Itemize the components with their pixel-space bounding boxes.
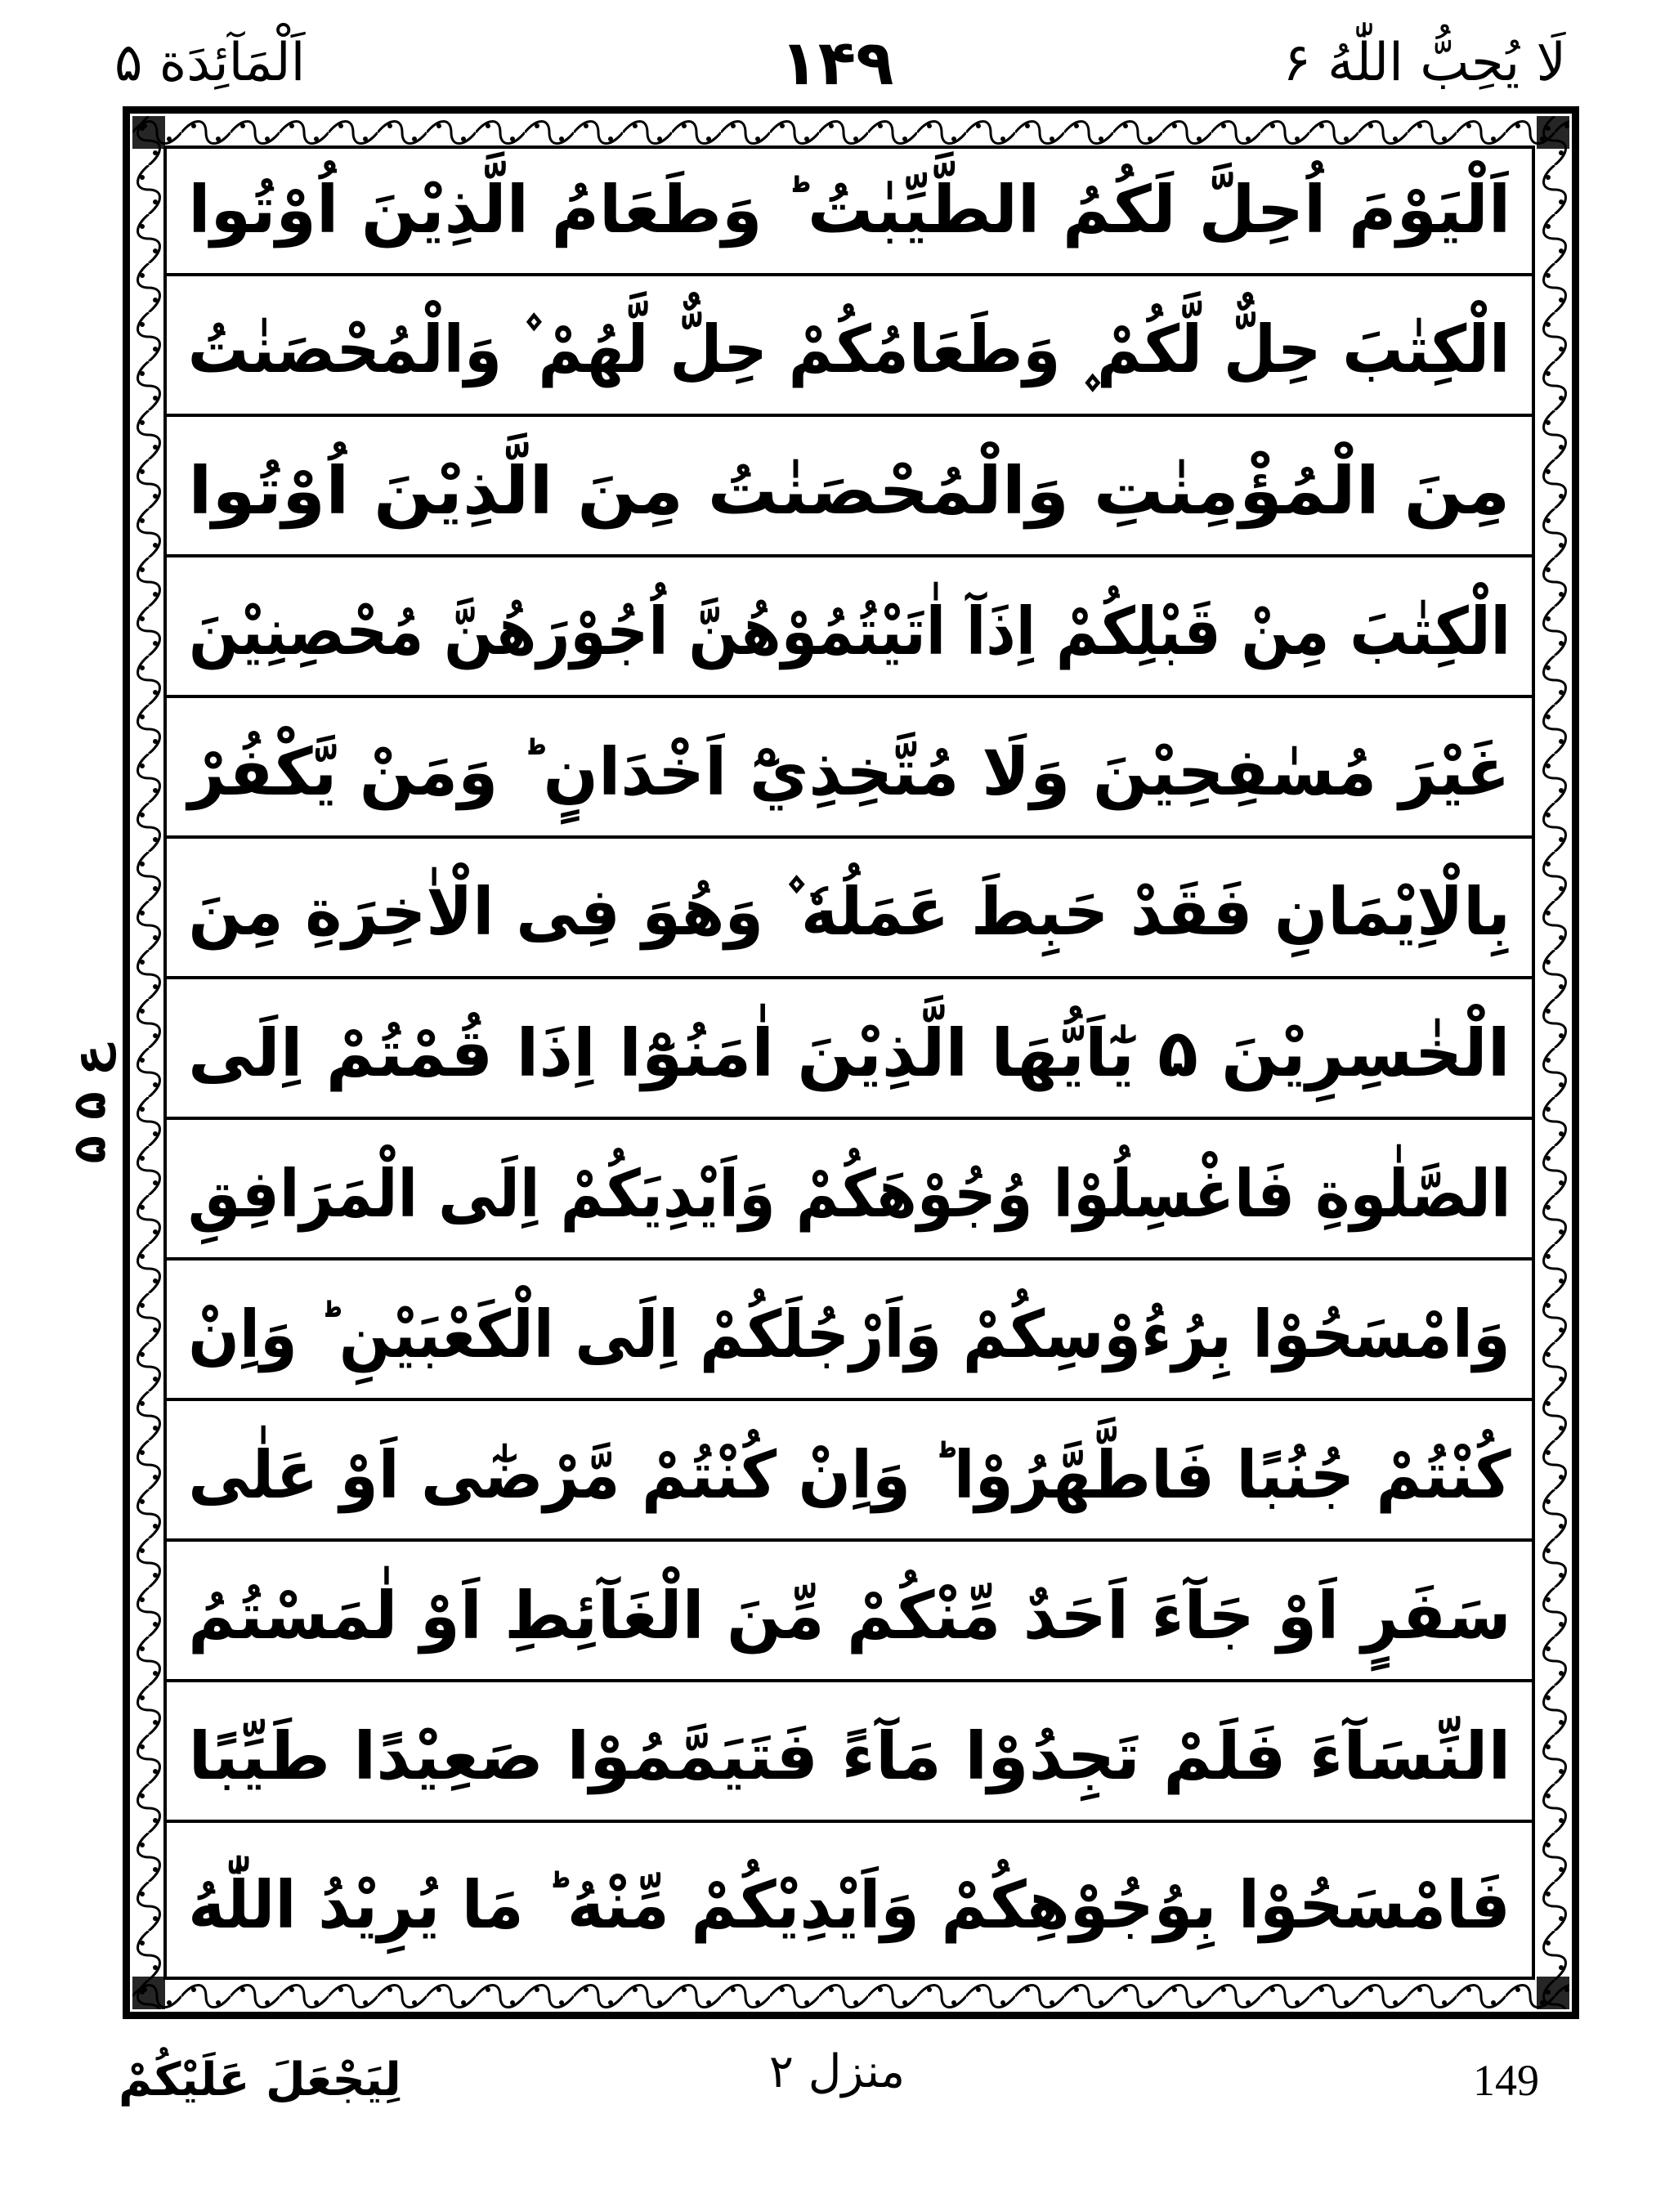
verse-line — [163, 146, 1535, 276]
page-number-arabic: ۱۴۹ — [780, 26, 894, 99]
verse-line — [163, 708, 1535, 839]
verse-line — [163, 989, 1535, 1120]
ruku-marker-text: ع ۵ ۵ — [63, 1044, 117, 1163]
verse-line — [163, 286, 1535, 417]
verse-line-text: سَفَرٍ اَوْ جَآءَ اَحَدٌ مِّنْكُمْ مِّنَ الْغَآئِطِ اَوْ لٰمَسْتُمُ — [187, 1577, 1511, 1654]
catchword: لِيَجْعَلَ عَلَيْكُمْ — [119, 2053, 401, 2107]
verse-line-text: كُنْتُمْ جُنُبًا فَاطَّهَّرُوْا ؕ وَاِنْ كُنْتُمْ مَّرْضٰٓى اَوْ عَلٰى — [187, 1436, 1511, 1513]
verse-line — [163, 1411, 1535, 1542]
page-number-latin: 149 — [1473, 2056, 1539, 2105]
verse-line — [163, 567, 1535, 698]
verse-line-text: وَامْسَحُوْا بِرُءُوْسِكُمْ وَاَرْجُلَكُمْ اِلَى الْكَعْبَيْنِ ؕ وَاِنْ — [188, 1296, 1511, 1372]
verse-line-text: غَيْرَ مُسٰفِحِيْنَ وَلَا مُتَّخِذِيْٓ اَخْدَانٍ ؕ وَمَنْ يَّكْفُرْ — [188, 733, 1511, 810]
verse-line-text: الْخٰسِرِيْنَ ۵ يٰٓاَيُّهَا الَّذِيْنَ اٰمَنُوْٓا اِذَا قُمْتُمْ اِلَى — [188, 1014, 1511, 1091]
verse-line-text: الْكِتٰبَ حِلٌّ لَّكُمْ ۪ وَطَعَامُكُمْ حِلٌّ لَّهُمْ ۫ وَالْمُحْصَنٰتُ — [188, 311, 1511, 387]
verse-line-text: بِالْاِيْمَانِ فَقَدْ حَبِطَ عَمَلُهٗ ۫ وَهُوَ فِى الْاٰخِرَةِ مِنَ — [188, 874, 1511, 950]
manzil-label: منزل ۲ — [768, 2045, 906, 2098]
verse-line-text: مِنَ الْمُؤْمِنٰتِ وَالْمُحْصَنٰتُ مِنَ الَّذِيْنَ اُوْتُوا — [188, 452, 1511, 529]
verse-line — [163, 1130, 1535, 1260]
verse-line-text: الصَّلٰوةِ فَاغْسِلُوْا وُجُوْهَكُمْ وَاَيْدِيَكُمْ اِلَى الْمَرَافِقِ — [187, 1155, 1511, 1232]
verse-line — [163, 849, 1535, 979]
ruku-marker — [57, 1022, 123, 1185]
verse-line — [163, 427, 1535, 557]
verse-line-text: النِّسَآءَ فَلَمْ تَجِدُوْا مَآءً فَتَيَمَّمُوْا صَعِيْدًا طَيِّبًا — [188, 1717, 1511, 1794]
verse-line — [163, 1552, 1535, 1682]
verse-line-text: الْكِتٰبَ مِنْ قَبْلِكُمْ اِذَآ اٰتَيْتُمُوْهُنَّ اُجُوْرَهُنَّ مُحْصِنِيْنَ — [188, 593, 1511, 669]
surah-title: اَلْمَآئِدَة ۵ — [114, 33, 306, 93]
verse-line — [163, 1270, 1535, 1401]
verse-line — [163, 1833, 1535, 1977]
verse-line — [163, 1692, 1535, 1823]
juz-title: لَا يُحِبُّ اللّٰهُ ۶ — [1282, 33, 1566, 93]
verse-line-text: اَلْيَوْمَ اُحِلَّ لَكُمُ الطَّيِّبٰتُ ؕ وَطَعَامُ الَّذِيْنَ اُوْتُوا — [188, 171, 1511, 248]
verse-text-block — [163, 146, 1535, 1980]
verse-line-text: فَامْسَحُوْا بِوُجُوْهِكُمْ وَاَيْدِيْكُمْ مِّنْهُ ؕ مَا يُرِيْدُ اللّٰهُ — [188, 1866, 1511, 1943]
